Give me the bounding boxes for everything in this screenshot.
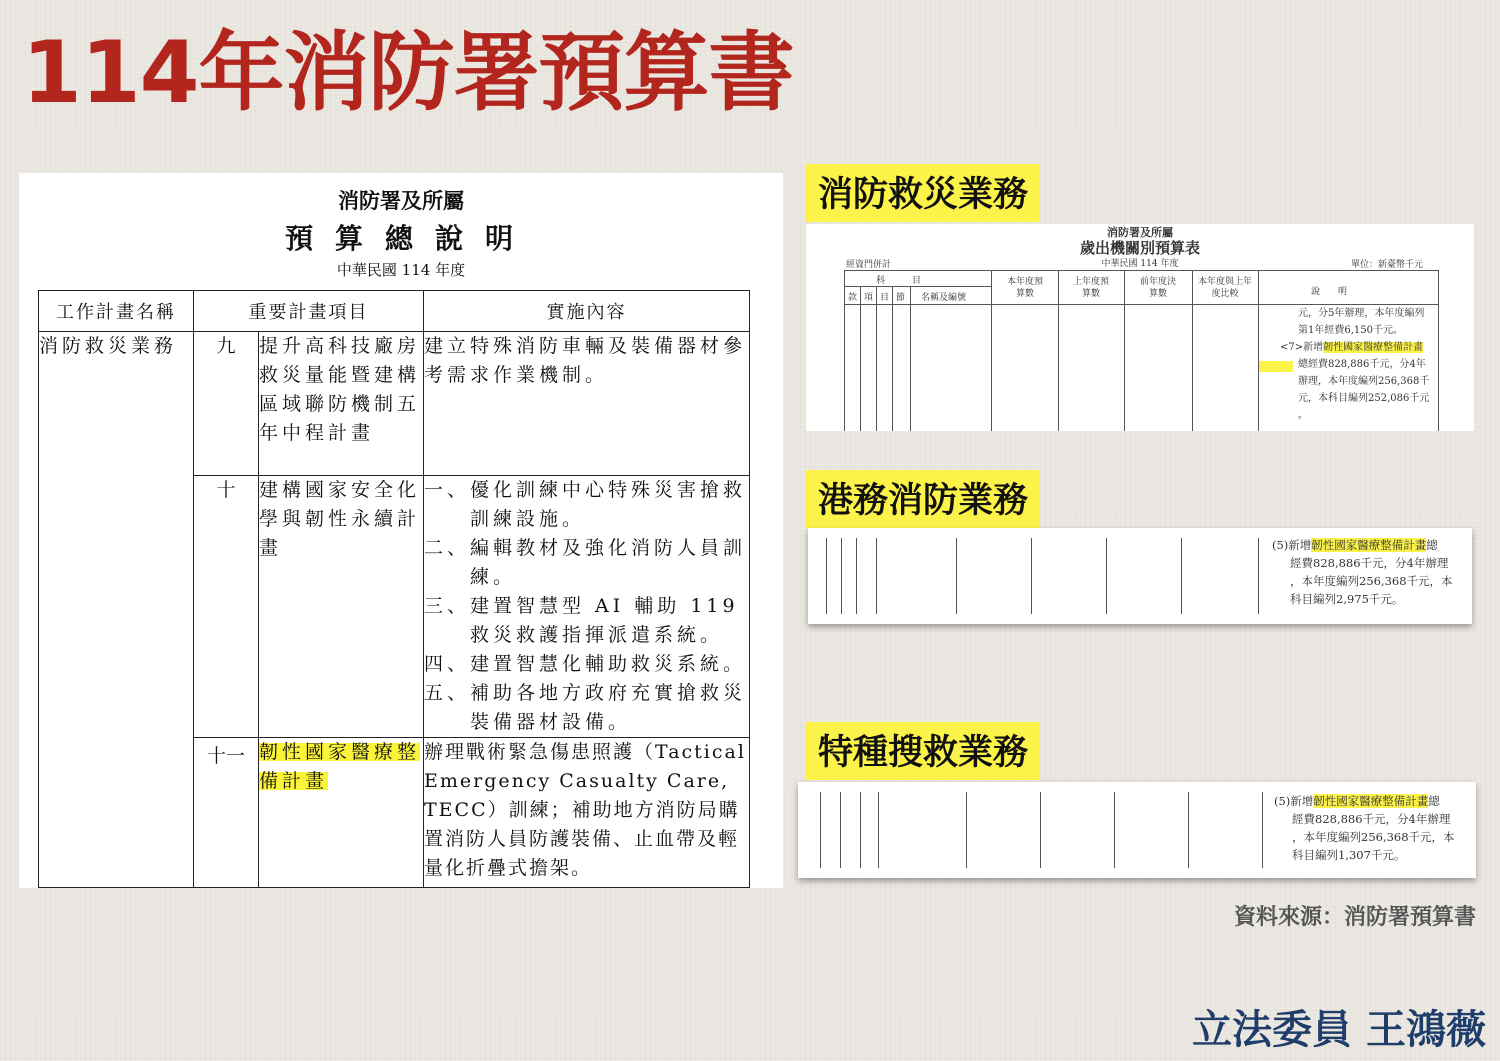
source-note: 資料來源：消防署預算書 bbox=[1233, 905, 1476, 930]
col-jie: 節 bbox=[896, 293, 906, 303]
col-last-year: 上年度預算數 bbox=[1072, 277, 1109, 299]
special-rescue-budget-snippet bbox=[798, 782, 1476, 878]
table-unit: 單位：新臺幣千元 bbox=[1351, 260, 1424, 270]
item-number: 九 bbox=[194, 332, 259, 476]
col-mu: 目 bbox=[880, 293, 890, 303]
col-prev-final: 前年度決算數 bbox=[1139, 277, 1176, 299]
port-fire-budget-snippet bbox=[808, 528, 1472, 624]
project-content bbox=[424, 476, 750, 738]
section-label-fire-rescue: 消防救災業務 bbox=[806, 164, 1040, 222]
budget-summary-document bbox=[19, 173, 783, 888]
highlighted-plan: 韌性國家醫療整備計畫 bbox=[1323, 342, 1424, 353]
note-line: 。 bbox=[1298, 410, 1308, 421]
header-content: 實施內容 bbox=[424, 291, 750, 332]
table-org: 消防署及所屬 bbox=[1107, 226, 1173, 239]
item-number: 十 bbox=[194, 476, 259, 738]
project-name: 提升高科技廠房救災量能暨建構區域聯防機制五年中程計畫 bbox=[259, 332, 424, 476]
note-line: 元，分5年辦理，本年度編列 bbox=[1298, 308, 1425, 319]
author-credit: 立法委員 王鴻薇 bbox=[1192, 1007, 1486, 1053]
expenditure-table-snippet bbox=[806, 224, 1474, 431]
content-item: 一、優化訓練中心特殊災害搶救訓練設施。 bbox=[424, 479, 747, 530]
note-line: 經費828,886千元，分4年辦理 bbox=[1290, 556, 1449, 570]
item-number: 十一 bbox=[194, 738, 259, 888]
content-item: 四、建置智慧化輔助救災系統。 bbox=[424, 653, 747, 675]
section-label-special-rescue: 特種搜救業務 bbox=[806, 722, 1040, 780]
col-xiang: 項 bbox=[864, 293, 874, 303]
note-line: 經費828,886千元，分4年辦理 bbox=[1292, 812, 1451, 826]
col-this-year: 本年度預算數 bbox=[1006, 277, 1043, 299]
note-line: (5)新增韌性國家醫療整備計畫總 bbox=[1274, 794, 1440, 808]
highlighted-plan: 韌性國家醫療整備計畫 bbox=[1311, 538, 1427, 552]
doc-year: 中華民國 114 年度 bbox=[336, 261, 466, 279]
col-kemu: 科 目 bbox=[876, 276, 922, 286]
note-line: 元，本科目編列252,086千元 bbox=[1298, 393, 1430, 404]
note-line: 第1年經費6,150千元。 bbox=[1298, 325, 1403, 336]
project-name: 建構國家安全化學與韌性永續計畫 bbox=[259, 476, 424, 738]
table-row bbox=[39, 332, 750, 476]
col-notes: 說 明 bbox=[1311, 287, 1348, 297]
section-label-port-fire: 港務消防業務 bbox=[806, 470, 1040, 528]
note-line: ，本年度編列256,368千元，本 bbox=[1290, 574, 1453, 588]
col-kuan: 款 bbox=[848, 293, 858, 303]
budget-plan-table bbox=[38, 290, 750, 888]
highlighted-plan: 韌性國家醫療整備計畫 bbox=[1313, 794, 1429, 808]
note-line: 辦理，本年度編列256,368千 bbox=[1298, 376, 1430, 387]
table-title: 歲出機關別預算表 bbox=[1079, 239, 1200, 257]
note-line: ，本年度編列256,368千元，本 bbox=[1292, 830, 1455, 844]
content-item: 五、補助各地方政府充實搶救災裝備器材設備。 bbox=[424, 682, 747, 733]
project-name bbox=[259, 738, 424, 888]
note-line: 科目編列2,975千元。 bbox=[1290, 592, 1404, 606]
project-content: 建立特殊消防車輛及裝備器材參考需求作業機制。 bbox=[424, 332, 750, 476]
col-name: 名稱及編號 bbox=[921, 293, 967, 303]
header-project: 重要計畫項目 bbox=[194, 291, 424, 332]
note-line: <7>新增韌性國家醫療整備計畫 bbox=[1280, 342, 1424, 353]
table-header-row bbox=[39, 291, 750, 332]
content-item: 三、建置智慧型 AI 輔助 119 救災救護指揮派遣系統。 bbox=[424, 595, 739, 646]
doc-heading: 預算總說明 bbox=[284, 222, 535, 255]
plan-name-cell: 消防救災業務 bbox=[39, 332, 194, 888]
note-line: 總經費828,886千元，分4年 bbox=[1298, 359, 1426, 370]
content-item: 二、編輯教材及強化消防人員訓練。 bbox=[424, 537, 747, 588]
slide-title: 114年消防署預算書 bbox=[22, 23, 794, 123]
doc-org: 消防署及所屬 bbox=[338, 188, 464, 213]
table-left-label: 經資門併計 bbox=[846, 260, 892, 270]
project-content: 辦理戰術緊急傷患照護（Tactical Emergency Casualty Care, TECC）訓練；補助地方消防局購置消防人員防護裝備、止血帶及輕量化折疊式擔架。 bbox=[424, 738, 750, 888]
note-line: 科目編列1,307千元。 bbox=[1292, 848, 1406, 862]
highlight-mark bbox=[1259, 361, 1293, 372]
table-year: 中華民國 114 年度 bbox=[1101, 259, 1179, 269]
note-line: (5)新增韌性國家醫療整備計畫總 bbox=[1272, 538, 1438, 552]
highlighted-project: 韌性國家醫療整備計畫 bbox=[259, 741, 421, 792]
header-plan-name: 工作計畫名稱 bbox=[39, 291, 194, 332]
col-compare: 本年度與上年度比較 bbox=[1198, 277, 1253, 299]
